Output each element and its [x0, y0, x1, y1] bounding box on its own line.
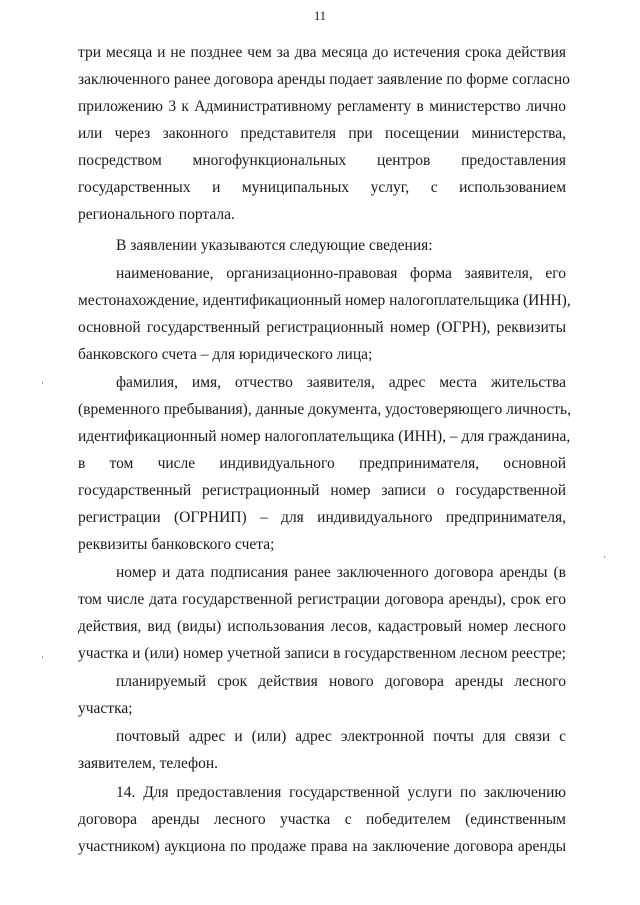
text-line: банковского счета – для юридического лица;: [78, 346, 373, 363]
text-line: реквизиты банковского счета;: [78, 536, 275, 553]
text-line: посредством многофункциональных центров предоставления: [78, 152, 566, 169]
text-line: три месяца и не позднее чем за два месяца до истечения срока действия: [78, 44, 566, 61]
text-line: заявителем, телефон.: [78, 755, 218, 772]
text-line: приложению 3 к Административному регламенту в министерство лично: [78, 98, 566, 115]
text-line: участка;: [78, 700, 133, 717]
text-line: почтовый адрес и (или) адрес электронной почты для связи с: [116, 728, 566, 745]
text-line: регистрации (ОГРНИП) – для индивидуального предпринимателя,: [78, 509, 566, 526]
text-line: государственных и муниципальных услуг, с использованием: [78, 179, 566, 196]
text-line: идентификационный номер налогоплательщика (ИНН), – для гражданина,: [78, 428, 571, 445]
text-line: участка и (или) номер учетной записи в государственном лесном реестре;: [78, 645, 566, 662]
text-line: планируемый срок действия нового договора аренды лесного: [116, 673, 566, 690]
scan-mark: [604, 556, 605, 558]
text-line: местонахождение, идентификационный номер налогоплательщика (ИНН),: [78, 292, 571, 309]
text-line: заключенного ранее договора аренды подает заявление по форме согласно: [78, 71, 570, 88]
text-line: действия, вид (виды) использования лесов, кадастровый номер лесного: [78, 618, 566, 635]
text-line: 14. Для предоставления государственной услуги по заключению: [116, 784, 566, 801]
text-line: государственный регистрационный номер записи о государственной: [78, 482, 566, 499]
text-line: наименование, организационно-правовая форма заявителя, его: [116, 265, 566, 282]
text-line: или через законного представителя при посещении министерства,: [78, 125, 566, 142]
text-line: том числе дата государственной регистрации договора аренды), срок его: [78, 591, 566, 608]
text-line: основной государственный регистрационный номер (ОГРН), реквизиты: [78, 319, 566, 336]
text-line: фамилия, имя, отчество заявителя, адрес места жительства: [116, 374, 566, 391]
text-line: В заявлении указываются следующие сведения:: [116, 237, 433, 254]
text-line: участником) аукциона по продаже права на заключение договора аренды: [78, 838, 566, 855]
text-line: договора аренды лесного участка с победителем (единственным: [78, 811, 566, 828]
text-line: (временного пребывания), данные документа, удостоверяющего личность,: [78, 401, 572, 418]
page-number: 11: [313, 9, 327, 23]
scan-mark: [42, 382, 43, 384]
text-line: регионального портала.: [78, 206, 235, 223]
text-line: номер и дата подписания ранее заключенного договора аренды (в: [116, 564, 566, 581]
scan-mark: [42, 656, 43, 658]
text-line: в том числе индивидуального предпринимателя, основной: [78, 455, 566, 472]
